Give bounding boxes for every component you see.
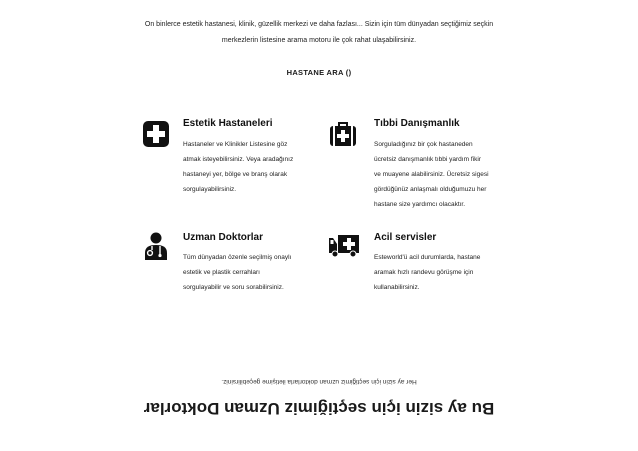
flipped-footer-heading: Bu ay sizin için seçtiğimiz Uzman Doktorlar (143, 399, 495, 418)
card-title-acil-servisler[interactable]: Acil servisler (374, 232, 437, 243)
desc-line: ve muayene alabilirsiniz. Ücretsiz sigesi (374, 171, 489, 178)
medical-kit-icon (330, 121, 356, 147)
intro-line-1: On binlerce estetik hastanesi, klinik, güzellik merkezi ve daha fazlası... Sizin için tüm dünyadan seçtiğimiz seçkin (144, 21, 494, 28)
desc-line: kullanabilirsiniz. (374, 284, 420, 291)
desc-line: sorgulayabilir ve soru sorabilirsiniz. (183, 284, 284, 291)
card-title-uzman-doktorlar[interactable]: Uzman Doktorlar (183, 232, 264, 243)
intro-text (0, 17, 638, 49)
ambulance-icon (329, 232, 359, 258)
desc-line: aramak hızlı randevu görüşme için (374, 269, 474, 276)
card-title-estetik-hastaneleri[interactable]: Estetik Hastaneleri (183, 118, 273, 129)
doctor-icon (143, 232, 169, 260)
desc-line: sorgulayabilirsiniz. (183, 186, 237, 193)
desc-line: hastane size yardımcı olacaktır. (374, 201, 466, 208)
desc-line: Esteworld'ü acil durumlarda, hastane (374, 254, 481, 261)
hospital-cross-icon (143, 121, 169, 147)
card-title-tibbi-danismanlik[interactable]: Tıbbi Danışmanlık (374, 118, 460, 129)
flipped-footer-subtext: Her ay sizin için seçtiğimiz uzman doktorlarla iletişime geçebilirsiniz. (221, 378, 417, 385)
desc-line: atmak isteyebilirsiniz. Veya aradağınız (183, 156, 294, 163)
desc-line: Sorguladığınız bir çok hastaneden (374, 141, 473, 148)
desc-line: Tüm dünyadan özenle seçilmiş onaylı (183, 254, 292, 261)
desc-line: Hastaneler ve Klinikler Listesine göz (183, 141, 288, 148)
hospital-search-button[interactable]: HASTANE ARA () (286, 68, 352, 77)
desc-line: hastaneyi yer, bölge ve branş olarak (183, 171, 288, 178)
card-desc-uzman-doktorlar (183, 250, 323, 295)
intro-line-2: merkezlerin listesine arama motoru ile çok rahat ulaşabilirsiniz. (221, 37, 417, 44)
card-desc-tibbi-danismanlik (374, 137, 514, 212)
desc-line: ücretsiz danışmanlık tıbbi yardım fikir (374, 156, 481, 163)
desc-line: gördüğünüz anlaşmalı olduğumuzu her (374, 186, 487, 193)
card-desc-estetik-hastaneleri (183, 137, 323, 197)
desc-line: estetik ve plastik cerrahları (183, 269, 260, 276)
card-desc-acil-servisler (374, 250, 514, 295)
